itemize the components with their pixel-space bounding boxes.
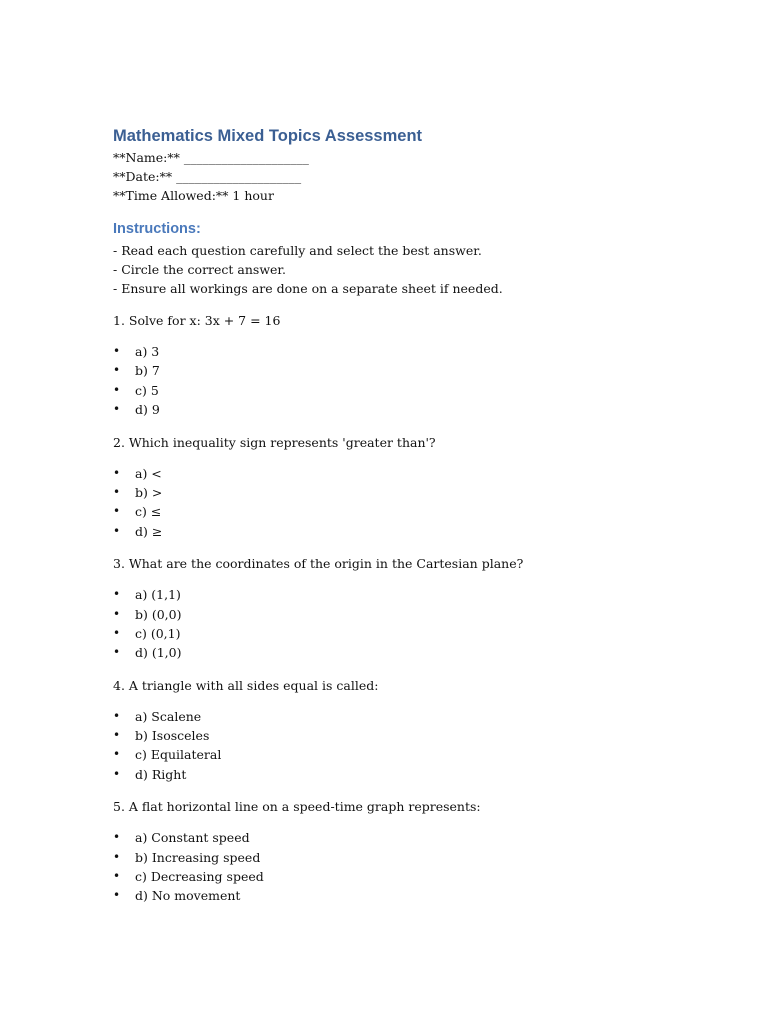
bullet-icon: • [113, 830, 121, 845]
option-item [113, 483, 713, 502]
question-text: 4. A triangle with all sides equal is called: [113, 677, 379, 693]
option-item [113, 886, 713, 905]
option-label: c) Decreasing speed [135, 869, 264, 885]
option-list [113, 707, 713, 785]
question-2 [113, 433, 713, 542]
date-field-line: **Date:** ____________________ [113, 169, 302, 184]
instruction-line: - Ensure all workings are done on a separate sheet if needed. [113, 281, 503, 296]
option-label: b) Isosceles [135, 728, 210, 744]
bullet-icon: • [113, 344, 121, 358]
meta-block [113, 148, 713, 205]
bullet-icon: • [113, 849, 121, 864]
option-label: d) (1,0) [135, 645, 182, 661]
option-label: d) Right [135, 766, 187, 782]
option-label: c) ≤ [135, 504, 162, 520]
question-text: 1. Solve for x: 3x + 7 = 16 [113, 313, 281, 328]
option-label: a) < [135, 465, 162, 481]
option-item [113, 361, 713, 380]
question-3 [113, 554, 713, 663]
bullet-icon: • [113, 587, 121, 602]
option-item [113, 605, 713, 624]
option-list [113, 828, 713, 906]
bullet-icon: • [113, 382, 121, 397]
option-item [113, 867, 713, 886]
option-item [113, 502, 713, 521]
bullet-icon: • [113, 523, 121, 538]
bullet-icon: • [113, 402, 121, 417]
question-text: 2. Which inequality sign represents 'greater than'? [113, 434, 436, 450]
bullet-icon: • [113, 465, 121, 480]
option-item [113, 464, 713, 483]
option-label: a) Constant speed [135, 830, 250, 846]
option-label: d) ≥ [135, 523, 163, 539]
option-label: a) (1,1) [135, 587, 181, 603]
option-item [113, 848, 713, 867]
option-item [113, 643, 713, 662]
option-label: b) (0,0) [135, 606, 182, 622]
option-item [113, 400, 713, 419]
option-label: d) 9 [135, 402, 160, 418]
bullet-icon: • [113, 708, 121, 723]
question-text: 5. A flat horizontal line on a speed-time graph represents: [113, 799, 481, 815]
option-label: d) No movement [135, 888, 241, 904]
instruction-line: - Read each question carefully and select the best answer. [113, 243, 482, 258]
bullet-icon: • [113, 606, 121, 621]
bullet-icon: • [113, 645, 121, 660]
bullet-icon: • [113, 728, 121, 743]
option-label: b) > [135, 484, 163, 500]
bullet-icon: • [113, 484, 121, 499]
option-label: c) 5 [135, 382, 159, 398]
option-label: a) 3 [135, 344, 160, 359]
option-item [113, 342, 713, 361]
option-label: c) Equilateral [135, 747, 222, 763]
option-item [113, 707, 713, 726]
option-item [113, 381, 713, 400]
option-item [113, 726, 713, 745]
bullet-icon: • [113, 888, 121, 903]
bullet-icon: • [113, 504, 121, 519]
question-1 [113, 311, 713, 420]
name-field-line: **Name:** ____________________ [113, 150, 309, 165]
option-label: c) (0,1) [135, 625, 181, 641]
bullet-icon: • [113, 766, 121, 781]
option-item [113, 624, 713, 643]
option-item [113, 522, 713, 541]
option-list [113, 342, 713, 420]
instruction-line: - Circle the correct answer. [113, 262, 287, 277]
option-list [113, 464, 713, 542]
option-item [113, 828, 713, 847]
option-item [113, 765, 713, 784]
option-list [113, 585, 713, 663]
option-item [113, 585, 713, 604]
question-text: 3. What are the coordinates of the origin in the Cartesian plane? [113, 556, 524, 572]
bullet-icon: • [113, 747, 121, 762]
option-label: b) 7 [135, 363, 160, 379]
document-title: Mathematics Mixed Topics Assessment [113, 127, 423, 145]
question-5 [113, 797, 713, 906]
option-label: b) Increasing speed [135, 849, 261, 865]
bullet-icon: • [113, 363, 121, 378]
bullet-icon: • [113, 625, 121, 640]
document-page [113, 125, 713, 906]
time-allowed-line: **Time Allowed:** 1 hour [113, 188, 274, 203]
option-label: a) Scalene [135, 708, 202, 724]
instructions-heading: Instructions: [113, 221, 201, 237]
instructions-block [113, 241, 713, 298]
question-4 [113, 676, 713, 785]
bullet-icon: • [113, 869, 121, 884]
option-item [113, 745, 713, 764]
questions-section [113, 311, 713, 906]
